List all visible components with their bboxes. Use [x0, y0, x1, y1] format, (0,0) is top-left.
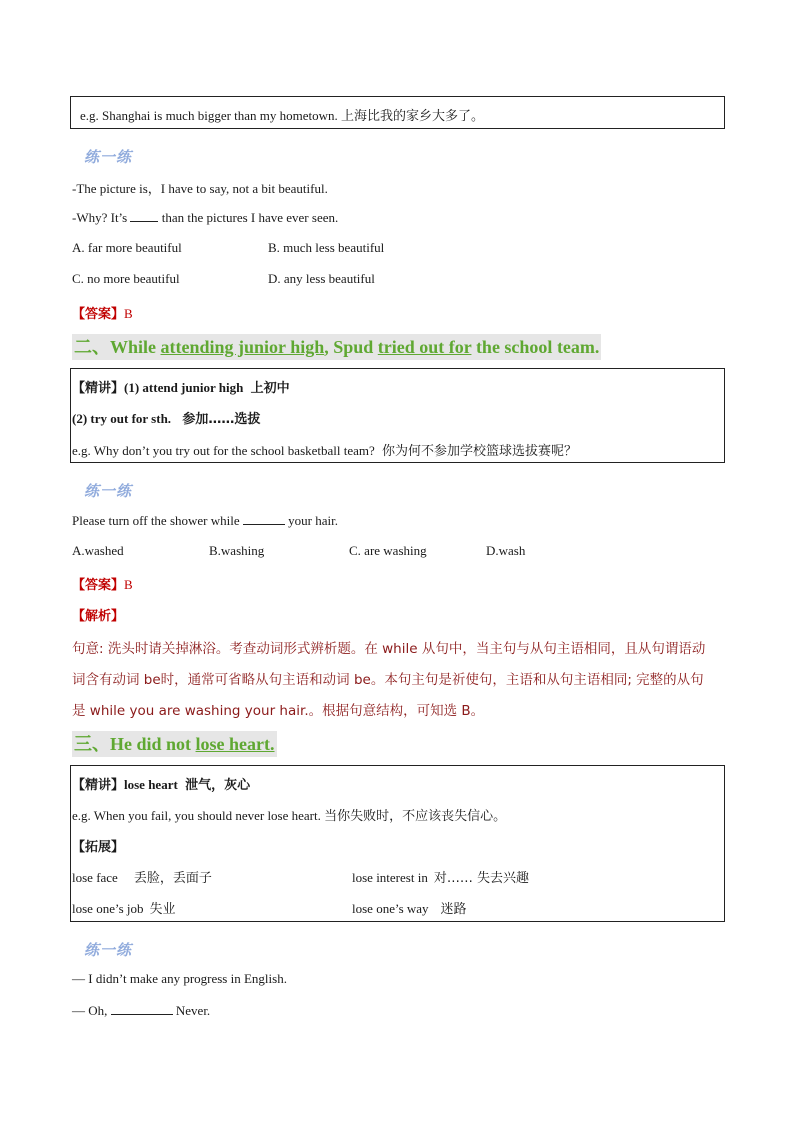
extension-item: lose one’s way 迷路	[352, 901, 467, 917]
q2-answer: 【答案】B	[72, 577, 133, 593]
q1-line2: -Why? It’s than the pictures I have ever seen.	[72, 210, 339, 225]
extension-item: lose interest in 对…… 失去兴趣	[352, 870, 529, 886]
q1-option-d: D. any less beautiful	[268, 271, 375, 286]
box2-tag: 【精讲】	[72, 381, 125, 396]
example-en: e.g. Shanghai is much bigger than my hometown.	[80, 108, 338, 123]
q2-explanation-1: 句意: 洗头时请关掉淋浴。考查动词形式辨析题。在 while 从句中，当主句与从句主语相同，且从句谓语动	[72, 641, 706, 657]
answer-blank	[111, 1002, 173, 1015]
q1-option-a: A. far more beautiful	[72, 240, 182, 255]
section-heading-2: 二、While attending junior high, Spud tried out for the school team.	[72, 334, 601, 360]
extension-tag: 【拓展】	[72, 840, 125, 855]
q2-explanation-2: 词含有动词 be时，通常可省略从句主语和动词 be。本句主句是祈使句，主语和从句主语相同; 完整的从句	[72, 672, 704, 688]
q2-stem: Please turn off the shower while your hair.	[72, 513, 338, 528]
q3-line2: — Oh, Never.	[72, 1003, 211, 1018]
q1-option-c: C. no more beautiful	[72, 271, 180, 286]
example-cn: 上海比我的家乡大多了。	[341, 109, 485, 124]
q2-analysis-tag: 【解析】	[72, 609, 125, 624]
example-box	[70, 96, 725, 129]
section-heading-3: 三、He did not lose heart.	[72, 731, 277, 757]
extension-item: lose face 丢脸，丢面子	[72, 870, 212, 886]
q1-option-b: B. much less beautiful	[268, 240, 385, 255]
extension-item: lose one’s job 失业	[72, 901, 176, 917]
practice-label: 练一练	[84, 148, 133, 166]
q2-option-c: C. are washing	[349, 543, 427, 558]
q2-option-a: A.washed	[72, 543, 124, 558]
explanation-box-3: 【精讲】lose heart 泄气，灰心 e.g. When you fail, you should never lose heart. 当你失败时，不应该丧失信心。 【拓展】 lose face 丢脸，丢面子 lose interest in 对…… 失去兴趣 lose one’s job 失业 lose one’s way 迷路	[70, 765, 725, 922]
practice-label: 练一练	[84, 941, 133, 959]
practice-label: 练一练	[84, 482, 133, 500]
explanation-box-2: 【精讲】(1) attend junior high 上初中 (2) try out for sth. 参加……选拔 e.g. Why don’t you try out for the school basketball team? 你为何不参加学校篮球选拔赛呢？	[70, 368, 725, 463]
q2-explanation-3: 是 while you are washing your hair.。根据句意结构，可知选 B。	[72, 703, 485, 719]
q3-line1: — I didn’t make any progress in English.	[72, 971, 287, 986]
q1-line1: -The picture is，I have to say, not a bit beautiful.	[72, 181, 328, 196]
q1-answer: 【答案】B	[72, 306, 133, 322]
q2-option-d: D.wash	[486, 543, 526, 558]
answer-blank	[130, 209, 158, 222]
answer-blank	[243, 512, 285, 525]
q2-option-b: B.washing	[209, 543, 265, 558]
